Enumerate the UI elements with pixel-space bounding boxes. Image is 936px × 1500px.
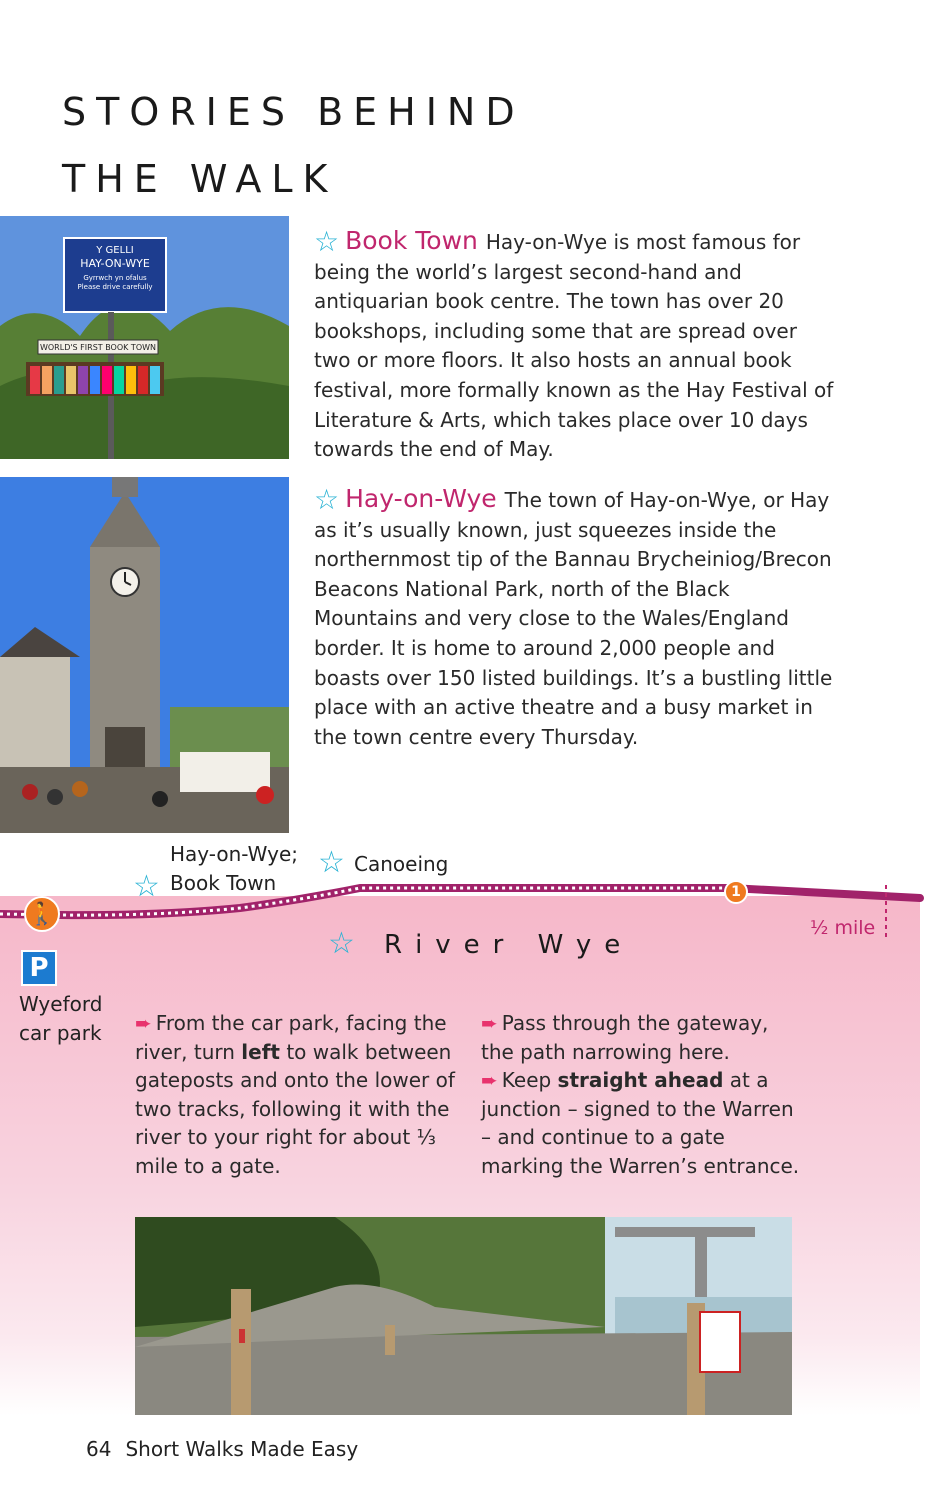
directions-column-2	[481, 1009, 801, 1181]
direction-step: ➨ Keep straight ahead at a junction – signed to the Warren – and continue to a gate marking the Warren’s entrance.	[481, 1068, 800, 1178]
arrow-icon: ➨	[481, 1011, 498, 1035]
page-number: 64	[86, 1437, 112, 1461]
photo-clock-tower	[0, 477, 289, 833]
arrow-icon: ➨	[135, 1011, 152, 1035]
photo-book-town-sign	[0, 216, 289, 459]
story-heading: Book Town	[345, 226, 478, 255]
map-label-hay: Hay-on-Wye; Book Town	[170, 842, 298, 895]
sign-text-2: HAY-ON-WYE	[80, 257, 150, 270]
sign-text-1: Y GELLI	[96, 245, 134, 256]
direction-step: ➨ Pass through the gateway, the path narrowing here.	[481, 1011, 769, 1064]
sign-text-3: Gyrrwch yn ofalus	[83, 274, 147, 282]
star-icon: ☆	[133, 869, 160, 904]
sign-text-5: WORLD'S FIRST BOOK TOWN	[39, 343, 157, 352]
story-body: The town of Hay-on-Wye, or Hay as it’s usually known, just squeezes inside the northernmost tip of the Bannau Brycheiniog/Brecon Beacons National Park, north of the Black Mountains and very close to the Wales/England border. It is home to around 2,000 people and boasts over 150 listed buildings. It’s a bustling little place with an active theatre and a busy market in the town centre every Thursday.	[314, 488, 833, 749]
direction-step: ➨ From the car park, facing the river, turn left to walk between gateposts and onto the lower of two tracks, following it with the river to your right for about ⅓ mile to a gate.	[135, 1011, 455, 1178]
page-footer	[86, 1437, 358, 1461]
star-icon: ☆	[318, 845, 345, 880]
walker-icon: 🚶	[24, 896, 60, 932]
story-body: Hay-on-Wye is most famous for being the world’s largest second-hand and antiquarian book centre. The town has over 20 bookshops, including some that are spread over two or more floors. It also hosts an annual book festival, more formally known as the Hay Festival of Literature & Arts, which takes place over 10 days towards the end of May.	[314, 230, 834, 462]
map-label-canoeing: Canoeing	[354, 852, 449, 876]
river-label: River Wye	[384, 930, 634, 960]
book-title: Short Walks Made Easy	[125, 1437, 359, 1461]
arrow-icon: ➨	[481, 1068, 498, 1093]
scale-label: ½ mile	[810, 917, 876, 939]
page-title-line-2: THE WALK	[62, 157, 338, 201]
parking-icon: P	[21, 950, 57, 986]
photo-path-gateway	[135, 1217, 792, 1415]
directions-column-1	[135, 1009, 455, 1181]
car-park-label: Wyeford car park	[19, 992, 103, 1045]
star-icon: ☆	[314, 483, 340, 516]
page-title-line-1: STORIES BEHIND	[62, 90, 525, 134]
waypoint-marker: 1	[724, 880, 748, 904]
sign-text-4: Please drive carefully	[77, 283, 153, 291]
star-icon: ☆	[328, 926, 355, 961]
star-icon: ☆	[314, 225, 340, 258]
story-book-town	[314, 226, 834, 465]
story-hay-on-wye	[314, 484, 834, 752]
story-heading: Hay-on-Wye	[345, 484, 497, 513]
